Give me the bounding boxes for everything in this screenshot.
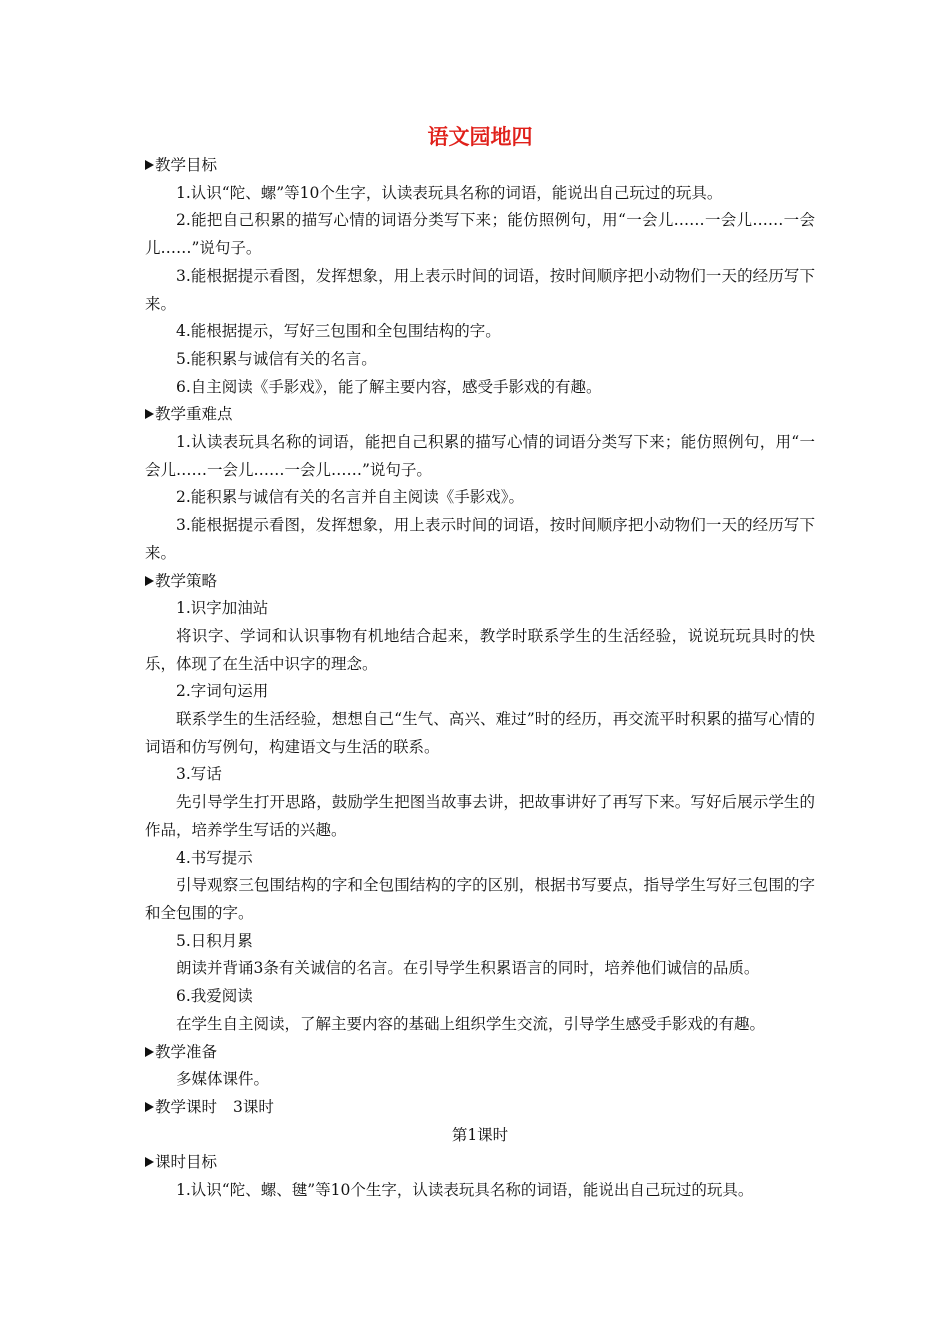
goal-item: 4.能根据提示，写好三包围和全包围结构的字。 [176,322,501,341]
goal-item: 2.能把自己积累的描写心情的词语分类写下来；能仿照例句，用“一会儿……一会儿……一会儿……”说句子。 [145,211,815,258]
section-heading-lesson-goals [145,1149,815,1177]
lesson-title: 第1课时 [451,1125,509,1144]
heading-text: 教学准备 [155,1042,218,1061]
triangle-bullet-icon [145,1047,154,1057]
strategy-text: 先引导学生打开思路，鼓励学生把图当故事去讲，把故事讲好了再写下来。写好后展示学生的作品，培养学生写话的兴趣。 [145,793,815,839]
document-title: 语文园地四 [427,124,533,149]
strategy-label: 1.识字加油站 [176,599,269,618]
heading-text: 教学课时 [155,1097,218,1116]
strategy-label: 4.书写提示 [176,848,253,867]
triangle-bullet-icon [145,576,154,586]
triangle-bullet-icon [145,160,154,170]
lesson-goal-item: 1.认识“陀、螺、毽”等10个生字，认读表玩具名称的词语，能说出自己玩过的玩具。 [176,1181,754,1200]
heading-text: 教学策略 [155,571,218,590]
strategy-text: 将识字、学词和认识事物有机地结合起来，教学时联系学生的生活经验，说说玩玩具时的快乐，体现了在生活中识字的理念。 [145,626,815,673]
section-heading-periods [145,1094,815,1122]
section-heading-key-points [145,401,815,429]
strategy-label: 6.我爱阅读 [176,987,253,1006]
section-heading-goals [145,152,815,180]
strategy-text: 在学生自主阅读，了解主要内容的基础上组织学生交流，引导学生感受手影戏的有趣。 [176,1014,766,1033]
heading-text: 课时目标 [155,1153,218,1172]
strategy-text: 联系学生的生活经验，想想自己“生气、高兴、难过”时的经历，再交流平时积累的描写心情的词语和仿写例句，构建语文与生活的联系。 [145,710,815,756]
section-heading-preparation [145,1039,815,1067]
document-page [145,122,815,1205]
heading-text: 教学重难点 [155,405,233,424]
key-point-item: 3.能根据提示看图，发挥想象，用上表示时间的词语，按时间顺序把小动物们一天的经历写下来。 [145,516,815,562]
key-point-item: 2.能积累与诚信有关的名言并自主阅读《手影戏》。 [176,488,525,507]
triangle-bullet-icon [145,1102,154,1112]
heading-text: 教学目标 [155,156,218,174]
section-heading-strategy [145,568,815,596]
strategy-label: 5.日积月累 [176,931,253,950]
key-point-item: 1.认读表玩具名称的词语，能把自己积累的描写心情的词语分类写下来；能仿照例句，用“一会儿……一会儿……一会儿……”说句子。 [145,433,815,479]
strategy-label: 2.字词句运用 [176,682,269,701]
preparation-text: 多媒体课件。 [176,1070,270,1089]
goal-item: 6.自主阅读《手影戏》，能了解主要内容，感受手影戏的有趣。 [176,377,602,396]
goal-item: 1.认识“陀、螺”等10个生字，认读表玩具名称的词语，能说出自己玩过的玩具。 [176,183,723,202]
strategy-text: 引导观察三包围结构的字和全包围结构的字的区别，根据书写要点，指导学生写好三包围的字和全包围的字。 [145,876,815,922]
strategy-text: 朗读并背诵3条有关诚信的名言。在引导学生积累语言的同时，培养他们诚信的品质。 [176,959,760,978]
triangle-bullet-icon [145,1157,154,1167]
goal-item: 3.能根据提示看图，发挥想象，用上表示时间的词语，按时间顺序把小动物们一天的经历写下来。 [145,266,815,313]
goal-item: 5.能积累与诚信有关的名言。 [176,349,377,368]
periods-value: 3课时 [233,1097,274,1116]
strategy-label: 3.写话 [176,765,222,784]
triangle-bullet-icon [145,409,154,419]
